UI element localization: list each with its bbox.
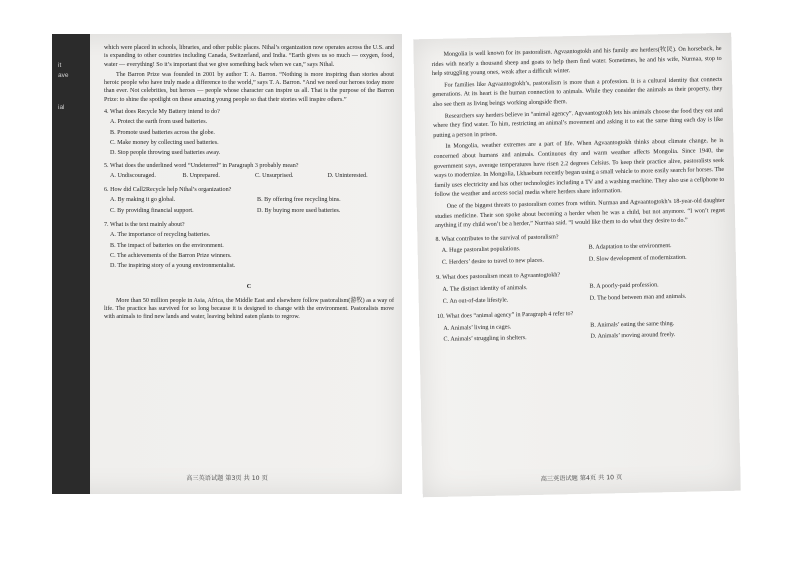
edge-text: ave [58, 72, 69, 79]
paragraph: More than 50 million people in Asia, Africa, the Middle East and elsewhere follow pastoralism(游牧) as a way of life. The practice has survived for so long because it is designed to change with the environment. Pastoralists move with animals to find new lands and water, leaving behind eaten plants to regrow. [104, 297, 394, 321]
section-heading: C [246, 283, 252, 290]
question-6 [104, 186, 394, 217]
option: B. The impact of batteries on the environment. [110, 242, 224, 249]
question-stem: 10. What does “animal agency” in Paragraph 4 refer to? [436, 311, 574, 321]
option: B. Adaptation to the environment. [588, 243, 672, 252]
question-stem: 7. What is the text mainly about? [104, 222, 185, 229]
paragraph: Researchers say herders believe in “animal agency”. Agvaantogtokh lets his animals choose the food they eat and where they find water. To him, restricting an animal’s movement and asking it to eat the same thing each day is like putting a person in prison. [432, 107, 724, 139]
paragraph: In Mongolia, weather extremes are a part of life. When Agvaantogtokh thinks about climate change, he is concerned about humans and animals. Continuous dry and warm weather affects Mongolia. Since 1940, the government says, average temperatures have risen 2.2 degrees Celsius. To keep their practice alive, pastoralists seek ways to modernize. In Mongolia, Lkhaebum recently began using a small vehicle to more easily search for horses. The family uses electricity and has other technologies including a TV and a washing machine. They also use a cellphone to follow the weather and access social media where herders share information. [433, 138, 725, 199]
option: C. The achievements of the Barron Prize winners. [110, 252, 232, 259]
page-footer: 高三英语试题 第3页 共 10 页 [186, 475, 268, 482]
options-list [110, 118, 394, 157]
question-stem: 4. What does Recycle My Battery intend to do? [104, 109, 220, 116]
option: C. Make money by collecting used batteries. [110, 139, 219, 146]
option: C. Animals’ struggling in shelters. [443, 335, 527, 344]
question-stem: 8. What contributes to the survival of pastoralism? [435, 234, 559, 243]
options-list [110, 231, 394, 270]
option: A. The importance of recycling batteries. [110, 232, 211, 239]
option: A. The distinct identity of animals. [442, 285, 528, 293]
option: C. Herders’ desire to travel to new places. [441, 257, 544, 266]
option: B. A poorly-paid profession. [589, 282, 659, 290]
option: A. Huge pastoralist populations. [441, 246, 521, 255]
paragraph: For families like Agvaantogtokh’s, pastoralism is more than a profession. It is a cultural identity that connects generations. At its heart is the human connection to animals. While they consider the animals as their property, they also see them as living beings working alongside them. [432, 76, 723, 108]
question-stem: 9. What does pastoralism mean to Agvaantogtokh? [436, 272, 561, 282]
option: A. Animals’ living in cages. [443, 324, 512, 332]
option: D. Stop people throwing used batteries away. [110, 150, 221, 157]
paragraph: One of the biggest threats to pastoralism comes from within. Nurmaa and Agvaantogtokh’s 18-year-old daughter studies medicine. Their son spoke about becoming a herder when he was a child, but not anymore. “I won’t regret anything if my child won’t be a herder,” Nurmaa said. “I would like them to do what they desire to do.” [434, 197, 725, 230]
question-10 [437, 307, 728, 348]
option: B. Unprepared. [182, 172, 220, 179]
left-page [52, 34, 402, 494]
question-4 [104, 108, 394, 157]
left-page-content [104, 44, 394, 324]
paragraph: Mongolia is well known for its pastoralism. Agvaantogtokh and his family are herders(牧民). On horseback, he rides with nearly a thousand sheep and goats to help them find water. Sometimes, he and his wife, Nurmaa, stop to help struggling young ones, weak after a difficult winter. [431, 45, 722, 78]
question-5 [104, 162, 394, 183]
option: A. Undiscouraged. [110, 172, 156, 179]
option: D. Animals’ moving around freely. [590, 332, 676, 341]
option: D. The inspiring story of a young environmentalist. [110, 263, 236, 270]
right-page [413, 33, 741, 498]
right-page-content [431, 45, 727, 350]
options-list [110, 196, 394, 217]
question-9 [436, 268, 727, 309]
option: A. Protect the earth from used batteries. [110, 119, 208, 126]
options-list [442, 241, 726, 270]
option: D. Slow development of modernization. [588, 254, 687, 263]
paragraph: The Barron Prize was founded in 2001 by author T. A. Barron. “Nothing is more inspiring than stories about heroic people who have truly made a difference to the world,” says T. A. Barron. “And we need our heroes today more than ever. Not celebrities, but heroes — people whose character can inspire us all. That is the purpose of the Barron Prize: to shine the spotlight on these amazing young people so that their stories will inspire others.” [104, 71, 394, 103]
option: D. The bond between man and animals. [589, 293, 687, 302]
question-8 [435, 230, 726, 271]
options-list [443, 319, 727, 348]
option: C. By providing financial support. [110, 207, 194, 214]
paragraph: which were placed in schools, libraries, and other public places. Nihal’s organization now operates across the U.S. and is expanding to other countries including Canada, Switzerland, and India. “Earth gives us so much — oxygen, food, water — everything! So it’s important that we give something back when we can,” says Nihal. [104, 45, 394, 68]
adjacent-page-edge [52, 34, 90, 494]
option: C. An out-of-date lifestyle. [442, 297, 509, 305]
question-stem: 5. What does the underlined word “Undeterred” in Paragraph 3 probably mean? [104, 162, 299, 169]
edge-text: ial [58, 104, 65, 111]
option: C. Unsurprised. [255, 172, 294, 179]
question-stem: 6. How did Call2Recycle help Nihal’s organization? [104, 187, 232, 194]
option: D. By buying more used batteries. [257, 207, 341, 214]
option: B. Promote used batteries across the globe. [110, 129, 215, 136]
options-list [110, 172, 394, 182]
option: D. Uninterested. [327, 172, 368, 179]
page-footer: 高三英语试题 第4页 共 10 页 [540, 474, 623, 483]
option: B. Animals’ eating the same thing. [590, 320, 675, 329]
question-7 [104, 221, 394, 270]
options-list [442, 280, 726, 309]
edge-text: it [58, 62, 62, 69]
option: B. By offering free recycling bins. [257, 197, 341, 204]
option: A. By making it go global. [110, 197, 176, 204]
